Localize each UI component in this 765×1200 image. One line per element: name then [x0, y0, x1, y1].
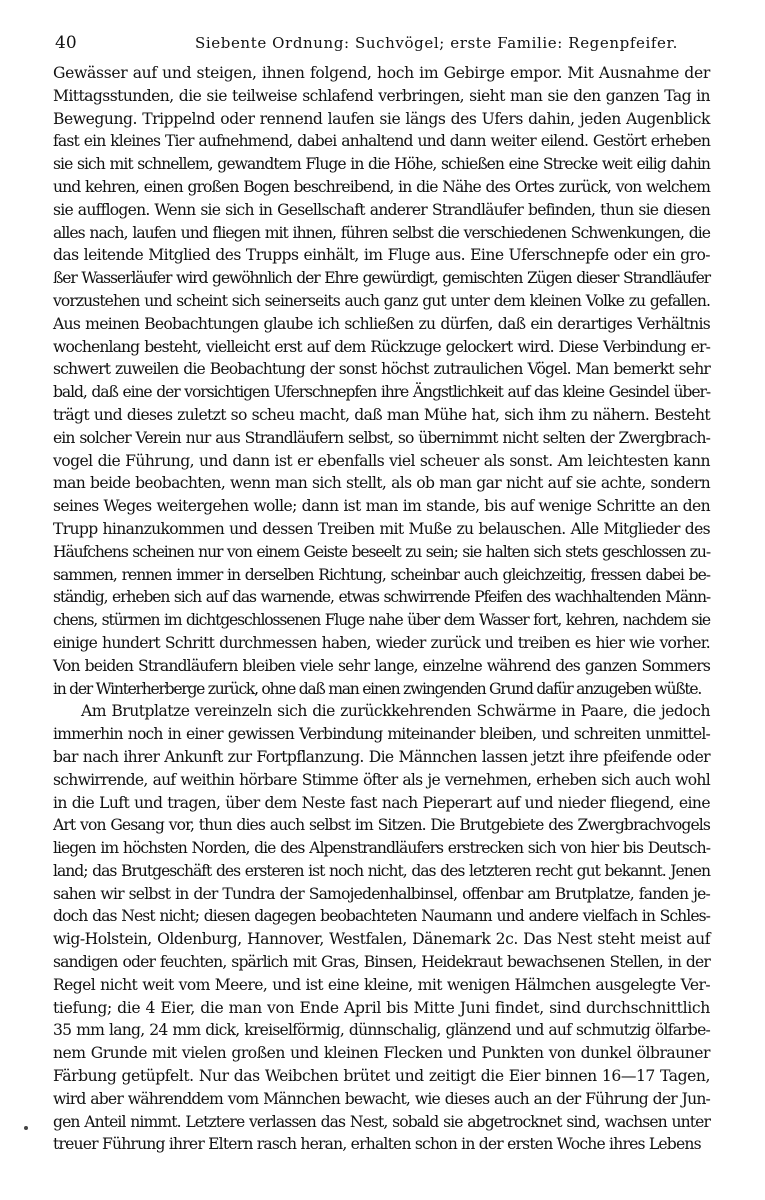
text-line: vogel die Führung, und dann ist er ebenfalls viel scheuer als sonst. Am leichtesten kann	[53, 451, 710, 470]
text-line: gen Anteil nimmt. Letztere verlassen das Nest, sobald sie abgetrocknet sind, wachsen unter	[53, 1112, 710, 1131]
text-line: Trupp hinanzukommen und dessen Treiben mit Muße zu belauschen. Alle Mitglieder des	[53, 519, 710, 538]
running-head: Siebente Ordnung: Suchvögel; erste Familie: Regenpfeifer.	[195, 34, 678, 52]
text-line: einige hundert Schritt durchmessen haben, wieder zurück und treiben es hier wie vorher.	[53, 633, 710, 652]
text-line: schwert zuweilen die Beobachtung der sonst höchst zutraulichen Vögel. Man bemerkt sehr	[53, 360, 710, 379]
text-line: fast ein kleines Tier aufnehmend, dabei anhaltend und dann weiter eilend. Gestört erheben	[53, 132, 710, 151]
text-line: nem Grunde mit vielen großen und kleinen Flecken und Punkten von dunkel ölbrauner	[53, 1044, 710, 1063]
text-line: sie sich mit schnellem, gewandtem Fluge in die Höhe, schießen eine Strecke weit eilig dahin	[53, 155, 710, 174]
text-line: ßer Wasserläufer wird gewöhnlich der Ehre gewürdigt, gemischten Zügen dieser Strandläufer	[53, 269, 710, 288]
text-line: Aus meinen Beobachtungen glaube ich schließen zu dürfen, daß ein derartiges Verhältnis	[53, 314, 710, 333]
text-line: land; das Brutgeschäft des ersteren ist noch nicht, das des letzteren recht gut bekannt. Jenen	[53, 861, 710, 880]
page-number: 40	[55, 33, 77, 53]
text-line: ein solcher Verein nur aus Strandläufern selbst, so übernimmt nicht selten der Zwergbrach-	[53, 428, 710, 447]
text-line: wochenlang besteht, vielleicht erst auf dem Rückzuge gelockert wird. Diese Verbindung er-	[53, 337, 710, 356]
body-text	[53, 62, 710, 1156]
text-line: treuer Führung ihrer Eltern rasch heran, erhalten schon in der ersten Woche ihres Lebens	[53, 1135, 701, 1154]
text-line: sahen wir selbst in der Tundra der Samojedenhalbinsel, offenbar am Brutplatze, fanden je-	[53, 884, 710, 903]
text-line: vorzustehen und scheint sich seinerseits auch ganz gut unter dem kleinen Volke zu gefallen.	[53, 291, 710, 310]
text-line: und kehren, einen großen Bogen beschreibend, in die Nähe des Ortes zurück, von welchem	[53, 177, 710, 196]
paragraph	[53, 700, 710, 1156]
text-line: bald, daß eine der vorsichtigen Uferschnepfen ihre Ängstlichkeit auf das kleine Gesindel über-	[53, 383, 710, 402]
text-line: chens, stürmen im dichtgeschlossenen Fluge nahe über dem Wasser fort, kehren, nachdem sie	[53, 611, 710, 630]
text-line: sammen, rennen immer in derselben Richtung, scheinbar auch gleichzeitig, fressen dabei be-	[53, 565, 710, 584]
text-line: immerhin noch in einer gewissen Verbindung miteinander bleiben, und schreiten unmittel-	[53, 725, 710, 744]
text-line: seines Weges weitergehen wolle; dann ist man im stande, bis auf wenige Schritte an den	[53, 497, 710, 516]
text-line: Bewegung. Trippelnd oder rennend laufen sie längs des Ufers dahin, jeden Augenblick	[53, 109, 710, 128]
margin-dot	[24, 1126, 28, 1130]
text-line: schwirrende, auf weithin hörbare Stimme öfter als je vernehmen, erheben sich auch wohl	[53, 770, 710, 789]
text-line: Regel nicht weit vom Meere, und ist eine kleine, mit wenigen Hälmchen ausgelegte Ver-	[53, 975, 710, 994]
text-line: Mittagsstunden, die sie teilweise schlafend verbringen, sieht man sie den ganzen Tag in	[53, 86, 710, 105]
text-line: in die Luft und tragen, über dem Neste fast nach Pieperart auf und nieder fliegend, eine	[53, 793, 710, 812]
text-line: sie aufflogen. Wenn sie sich in Gesellschaft anderer Strandläufer befinden, thun sie diesen	[53, 200, 710, 219]
text-line: wig-Holstein, Oldenburg, Hannover, Westfalen, Dänemark 2c. Das Nest steht meist auf	[53, 930, 710, 949]
text-line: alles nach, laufen und fliegen mit ihnen, führen selbst die verschiedenen Schwenkungen, die	[53, 223, 710, 242]
text-line: liegen im höchsten Norden, die des Alpenstrandläufers erstrecken sich von hier bis Deutsch-	[53, 839, 710, 858]
paragraph	[53, 62, 710, 700]
text-line: doch das Nest nicht; diesen dagegen beobachteten Naumann und andere vielfach in Schles-	[53, 907, 710, 926]
text-line: tiefung; die 4 Eier, die man von Ende April bis Mitte Juni findet, sind durchschnittlich	[53, 998, 710, 1017]
text-line: Häufchens scheinen nur von einem Geiste beseelt zu sein; sie halten sich stets geschlossen zu-	[53, 542, 710, 561]
text-line: Färbung getüpfelt. Nur das Weibchen brütet und zeitigt die Eier binnen 16—17 Tagen,	[53, 1067, 710, 1086]
text-line: Am Brutplatze vereinzeln sich die zurückkehrenden Schwärme in Paare, die jedoch	[81, 702, 710, 721]
text-line: sandigen oder feuchten, spärlich mit Gras, Binsen, Heidekraut bewachsenen Stellen, in der	[53, 953, 710, 972]
text-line: in der Winterherberge zurück, ohne daß man einen zwingenden Grund dafür anzugeben wüßte.	[53, 679, 702, 698]
text-line: bar nach ihrer Ankunft zur Fortpflanzung. Die Männchen lassen jetzt ihre pfeifende oder	[53, 747, 710, 766]
page-header	[55, 30, 715, 56]
text-line: Von beiden Strandläufern bleiben viele sehr lange, einzelne während des ganzen Sommers	[53, 656, 710, 675]
text-line: Gewässer auf und steigen, ihnen folgend, hoch im Gebirge empor. Mit Ausnahme der	[53, 64, 710, 82]
text-line: das leitende Mitglied des Trupps einhält, im Fluge aus. Eine Uferschnepfe oder ein gro-	[53, 246, 710, 265]
text-line: ständig, erheben sich auf das warnende, etwas schwirrende Pfeifen des wachhaltenden Männ-	[53, 588, 710, 607]
text-line: wird aber währenddem vom Männchen bewacht, wie dieses auch an der Führung der Jun-	[53, 1089, 710, 1108]
text-line: trägt und dieses zuletzt so scheu macht, daß man Mühe hat, sich ihm zu nähern. Besteht	[53, 405, 710, 424]
text-line: Art von Gesang vor, thun dies auch selbst im Sitzen. Die Brutgebiete des Zwergbrachvogels	[53, 816, 710, 835]
text-line: 35 mm lang, 24 mm dick, kreiselförmig, dünnschalig, glänzend und auf schmutzig ölfarbe-	[53, 1021, 710, 1040]
text-line: man beide beobachten, wenn man sich stellt, als ob man gar nicht auf sie achte, sondern	[53, 474, 710, 493]
